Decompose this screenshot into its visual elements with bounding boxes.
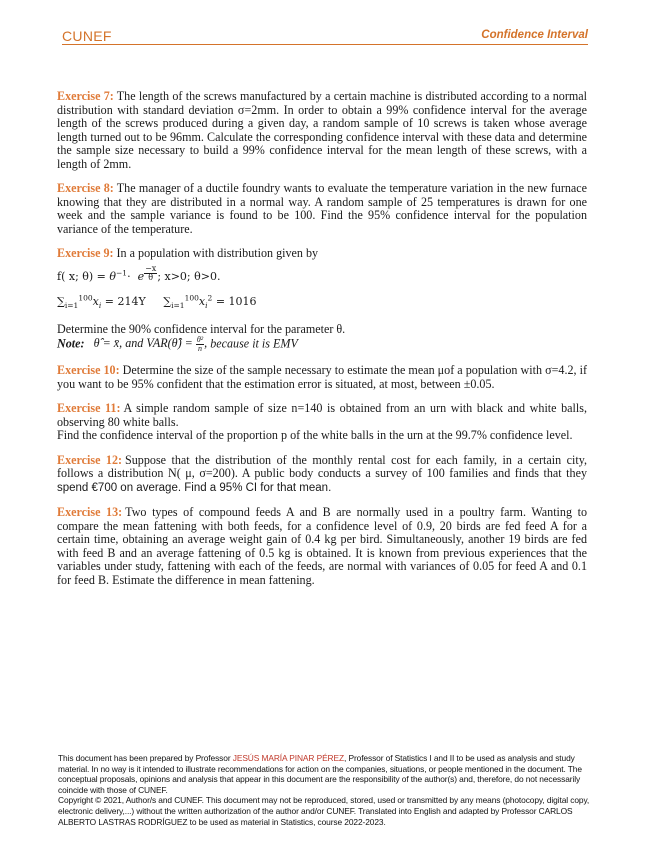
footer-disclaimer: This document has been prepared by Professor JESÚS MARÍA PINAR PÉREZ, Professor of Statistics I and II to be used as analysis and study material. In no way is it intended to illustrate recommendations for action on the companies, situations, or people mentioned in the document. The conceptual proposals, opinions and analysis that appear in this document are the responsibility of the author(s) and, therefore, do not necessarily coincide with those of CUNEF. [58,753,582,795]
density-formula: f( x; $\theta) = \theta^{-1}\cdot e$ $^{\frac{-x}{\theta}}$ ; x>0; θ>0. [57,263,221,283]
exercise-text: A simple random sample of size n=140 is obtained from an urn with black and white balls, observing 80 white balls. [57,401,587,429]
exercise-label: Exercise 11: [57,401,121,416]
exercise-11 [57,402,587,443]
exercise-text: In a population with distribution given by [116,246,319,260]
exercise-text: Determine the size of the sample necessary to estimate the mean μof a population with σ=4.2, if you want to be 95% confident that the estimation error is situated, at most, between ±0.05. [57,363,588,391]
exercise-label: Exercise 7: [57,89,114,103]
exercise-label: Exercise 10: [57,363,120,378]
page-header [62,28,588,44]
exercise-question: Determine the 90% confidence interval for the parameter θ. [57,321,346,336]
exercise-text: The manager of a ductile foundry wants to evaluate the temperature variation in the new furnace knowing that they are distributed in a normal way. A random sample of 25 temperatures is drawn for one week and the sample variance is found to be 100. Find the 95% confidence interval for the population variance of the temperature. [57,181,588,236]
brand-logo: CUNEF [62,28,112,44]
page-footer [58,753,590,827]
exercise-label: Exercise 8: [57,181,114,195]
sum-formulas [57,295,587,309]
exercise-label: Exercise 9: [57,246,114,260]
exercise-text-2: Find the confidence interval of the proportion p of the white balls in the urn at the 99.7% confidence level. [57,428,573,443]
exercise-10 [57,364,587,391]
exercise-13 [57,506,587,587]
author-name: JESÚS MARÍA PINAR PÉREZ [232,753,345,763]
exercise-text-sans: spend €700 on average. Find a 95% CI for that mean. [57,481,332,494]
exercise-label: Exercise 12: [57,452,123,467]
sum-x: $\sum_{i=1}^{100}x_i = 214Y$ [57,293,146,311]
exercise-text: Two types of compound feeds A and B are normally used in a poultry farm. Wanting to compare the mean fattening with both feeds, for a confidence level of 0.9, 20 birds are fed feed A for a certain time, obtaining an average weight gain of 0.4 kg per bird. Simultaneously, another 19 birds are fed with feed B and an average fattening of 0.5 kg is obtained. It is known from previous experiences that the variables under study, fattening with each of the feeds, are normal with variances of 0.05 for feed A and 0.1 for feed B. Estimate the difference in mean fattening. [57,505,588,587]
exercise-text: The length of the screws manufactured by a certain machine is distributed according to a normal distribution with standard deviation σ=2mm. In order to obtain a 99% confidence interval for the average length of the screws produced during a given day, a random sample of 10 screws is taken whose average length turned out to be 96mm. Calculate the corresponding confidence interval with these data and determine the sample size necessary to build a 99% confidence interval for the mean length of these screws, with a length of 2mm. [57,89,587,171]
exercise-9 [57,247,587,353]
exercise-label: Exercise 13: [57,505,123,520]
exercise-12 [57,454,587,496]
header-rule [62,44,588,45]
sum-x-squared: $\sum_{i=1}^{100}x_i^2 = 1016$ [163,293,257,311]
estimator-note: Note: θ̂ = x̄, and VAR(θ̂) = $\frac{\text{θ²}}{n}$ , because it is EMV [57,335,298,354]
exercise-text: Suppose that the distribution of the monthly rental cost for each family, in a certain city, follows a distribution N( μ, σ=200). A public body conducts a survey of 100 families and finds that they [57,452,588,481]
exercise-8 [57,182,587,236]
exercise-list [57,90,587,598]
exercise-7 [57,90,587,171]
density-tail: ; x>0; θ>0. [157,269,221,283]
footer-copyright: Copyright © 2021, Author/s and CUNEF. This document may not be reproduced, stored, used or transmitted by any means (photocopy, digital copy, electronic delivery,...) without the written authorization of the author and/or CUNEF. Translated into English and adapted by Professor CARLOS ALBERTO LASTRAS RODRÍGUEZ to be used as material in Statistics, course 2022-2023. [58,795,590,827]
document-topic: Confidence Interval [481,29,588,41]
